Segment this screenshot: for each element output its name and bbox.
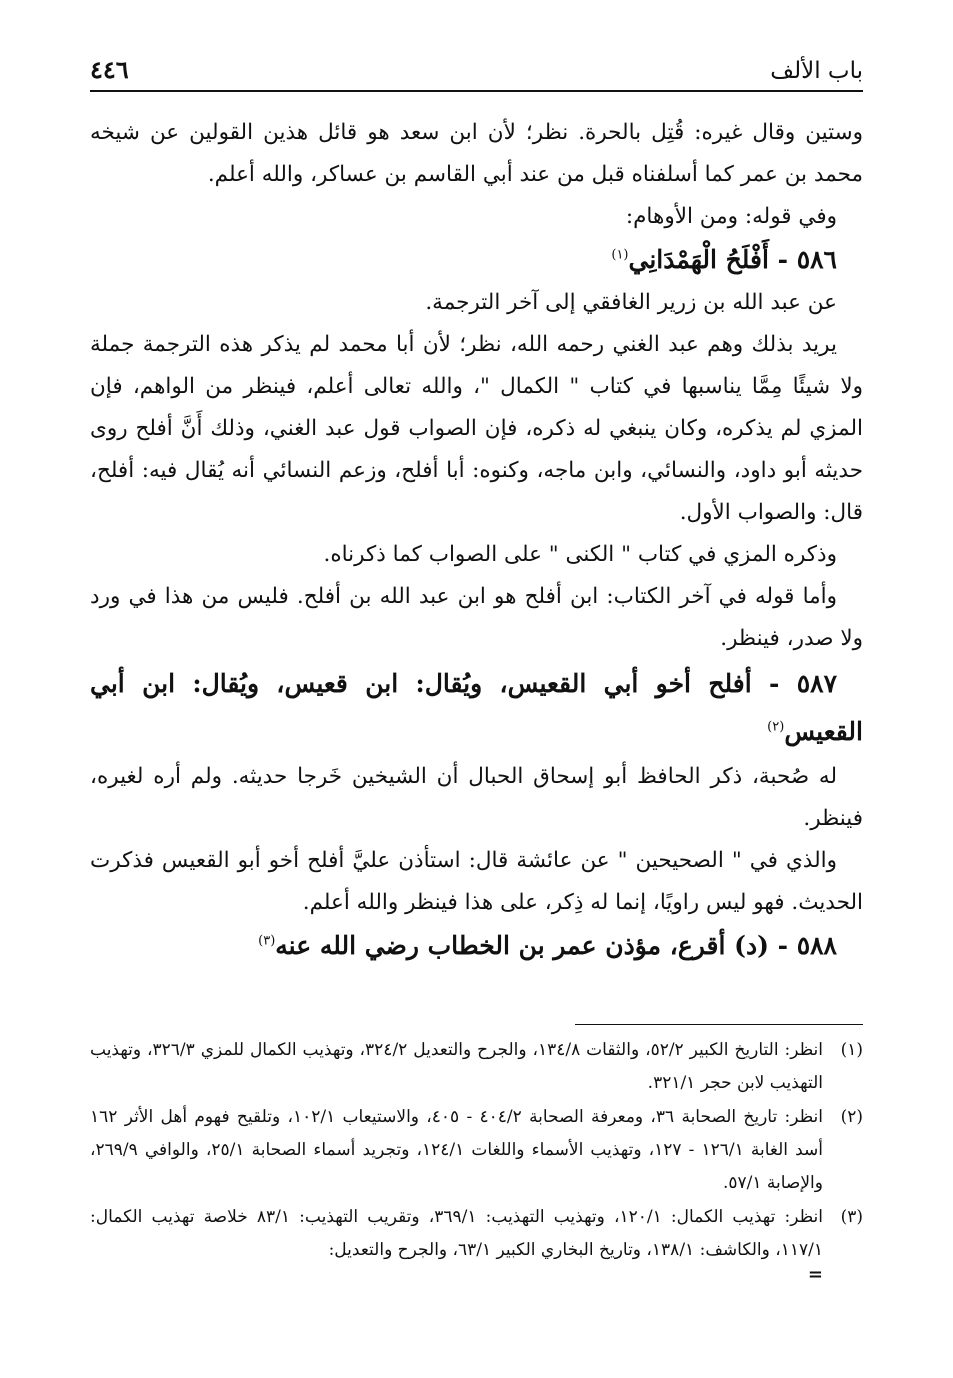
footnote-ref: (١): [611, 247, 629, 263]
entry-title: ٥٨٨ - (د) أقرع، مؤذن عمر بن الخطاب رضي الله عنه: [275, 931, 837, 960]
footnote-number: (١): [840, 1040, 863, 1060]
footnote-ref: (٣): [258, 933, 276, 949]
chapter-title: باب الألف: [770, 58, 863, 84]
footnote-text: انظر: تهذيب الكمال: ١٢٠/١، وتهذيب التهذيب: ٣٦٩/١، وتقريب التهذيب: ٨٣/١ خلاصة تهذيب الكمال: ١١٧/١، والكاشف: ١٣٨/١، وتاريخ البخاري الكبير ٦٣/١، والجرح والتعديل:: [90, 1207, 823, 1260]
paragraph: يريد بذلك وهم عبد الغني رحمه الله، نظر؛ لأن أبا محمد لم يذكر هذه الترجمة جملة ولا شيئًا مِمَّا يناسبها في كتاب " الكمال "، والله تعالى أعلم، فينظر من الواهم، فإن المزي لم يذكره، وكان ينبغي له ذكره، فإن الصواب قول عبد الغني، وذلك أَنَّ أفلح روى حديثه أبو داود، والنسائي، وابن ماجه، وكنوه: أبا أفلح، وزعم النسائي أنه يُقال فيه: أفلح، قال: والصواب الأول.: [90, 332, 863, 525]
entry-title: ٥٨٧ - أفلح أخو أبي القعيس، ويُقال: ابن قعيس، ويُقال: ابن أبي القعيس: [90, 669, 863, 746]
footnote-number: (٣): [840, 1207, 863, 1227]
footnote: [90, 1034, 863, 1100]
entry-heading-588: [90, 924, 863, 968]
paragraph: وذكره المزي في كتاب " الكنى " على الصواب كما ذكرناه.: [323, 542, 837, 567]
footnote-ref: (٢): [767, 719, 785, 735]
footnote-text: انظر: التاريخ الكبير ٥٢/٢، والثقات ١٣٤/٨، والجرح والتعديل ٣٢٤/٢، وتهذيب الكمال للمزي ٣٢٦/٣، وتهذيب التهذيب لابن حجر ٣٢١/١.: [90, 1040, 823, 1093]
footnote-text: انظر: تاريخ الصحابة ٣٦، ومعرفة الصحابة ٤٠٤/٢ - ٤٠٥، والاستيعاب ١٠٢/١، وتلقيح فهوم أهل الأثر ١٦٢ أسد الغابة ١٢٦/١ - ١٢٧، وتهذيب الأسماء واللغات ١٢٤/١، وتجريد أسماء الصحابة ٢٥/١، والوافي ٢٦٩/٩، والإصابة ٥٧/١.: [90, 1107, 824, 1193]
page-header: [90, 55, 863, 92]
paragraph: وفي قوله: ومن الأوهام:: [625, 204, 837, 229]
paragraph: له صُحبة، ذكر الحافظ أبو إسحاق الحبال أن الشيخين خَرجا حديثه. ولم أره لغيره، فينظر.: [90, 764, 863, 831]
main-text: [90, 112, 863, 968]
page-number: ٤٤٦: [90, 55, 129, 84]
continuation-mark: =: [807, 1264, 823, 1285]
paragraph: والذي في " الصحيحين " عن عائشة قال: استأذن عليَّ أفلح أخو أبو القعيس فذكرت الحديث. فهو ليس راويًا، إنما له ذِكر، على هذا فينظر والله أعلم.: [90, 848, 863, 915]
footnote-separator: [575, 1024, 863, 1025]
footnote-number: (٢): [840, 1107, 863, 1127]
footnote: [90, 1101, 863, 1200]
footnotes: [90, 1034, 863, 1285]
paragraph: وستين وقال غيره: قُتِل بالحرة. نظر؛ لأن ابن سعد هو قائل هذين القولين عن شيخه محمد بن عمر كما أسلفناه قبل من عند أبي القاسم بن عساكر، والله أعلم.: [90, 120, 863, 187]
entry-heading-586: [90, 238, 863, 282]
paragraph: عن عبد الله بن زرير الغافقي إلى آخر الترجمة.: [425, 290, 837, 315]
paragraph: وأما قوله في آخر الكتاب: ابن أفلح هو ابن عبد الله بن أفلح. فليس من هذا في ورد ولا صدر، فينظر.: [90, 584, 863, 651]
entry-title: ٥٨٦ - أَفْلَحُ الْهَمْدَانِي: [628, 245, 837, 274]
entry-heading-587: [90, 660, 863, 756]
footnote: [90, 1201, 863, 1267]
